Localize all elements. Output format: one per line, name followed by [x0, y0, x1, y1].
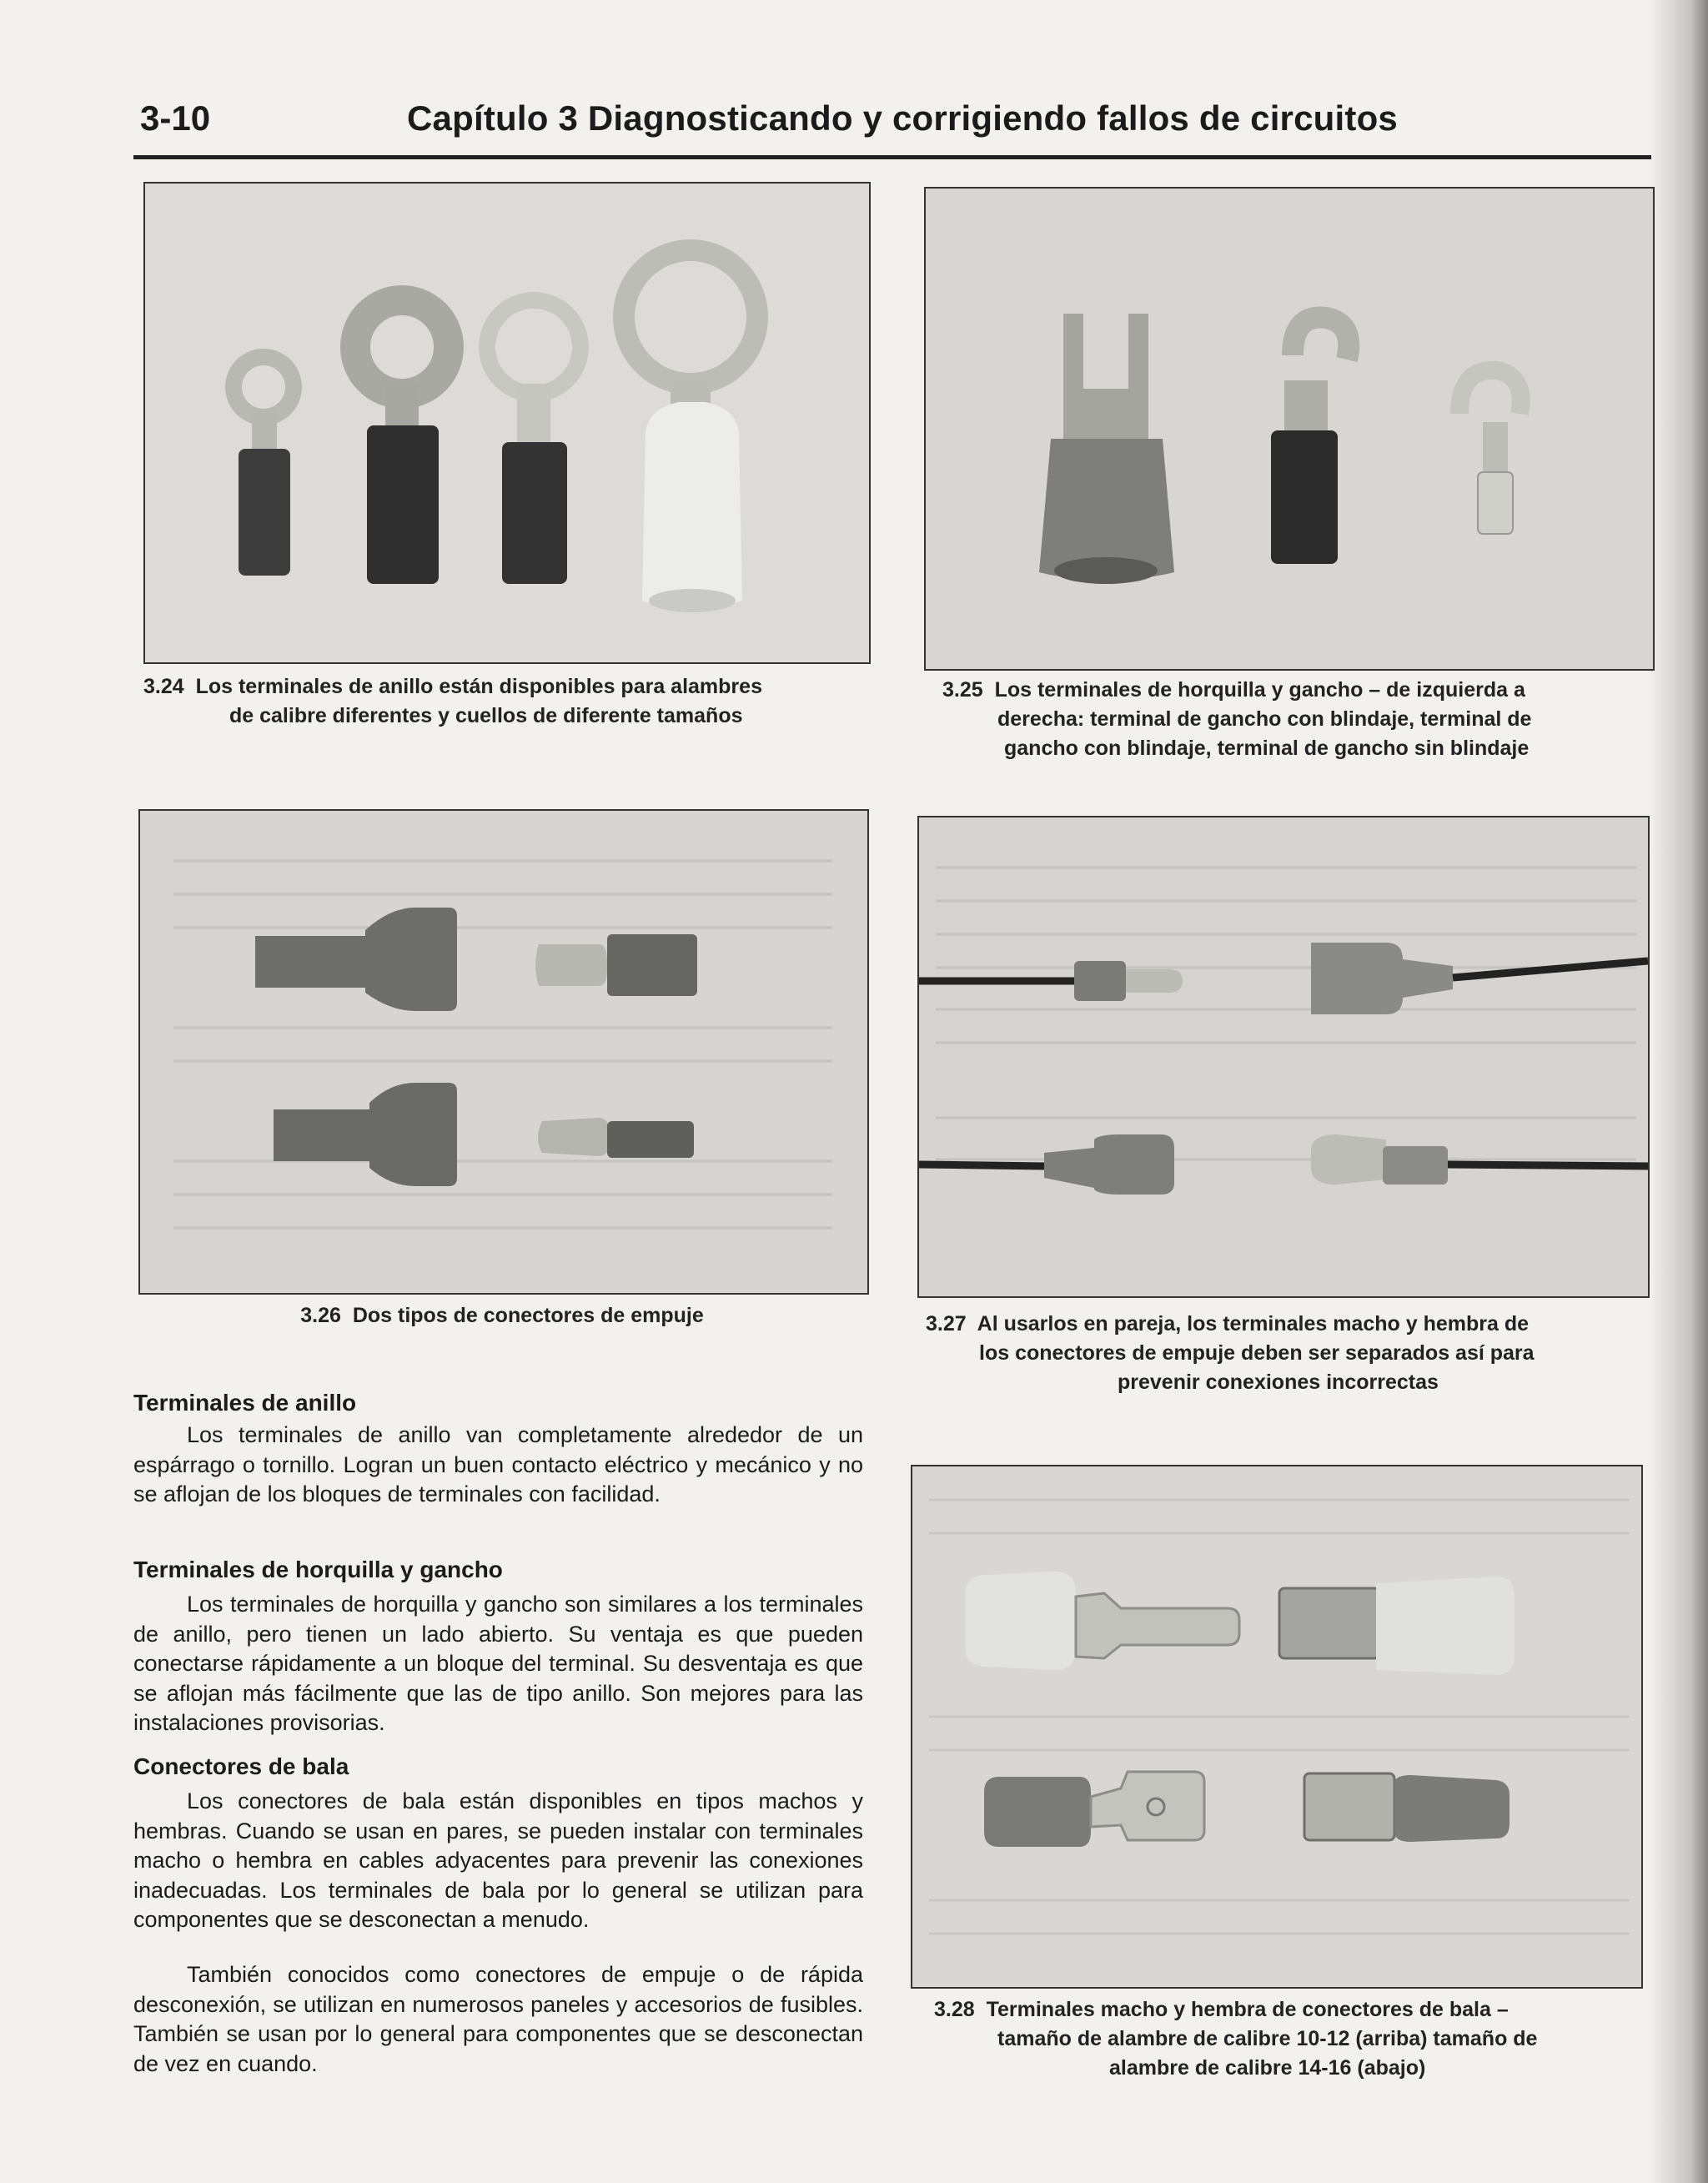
figure-3-25-photo: [924, 187, 1655, 671]
body-paragraph: También conocidos como conectores de empuje o de rápida desconexión, se utilizan en numerosos paneles y accesorios de fusibles. También se usan por lo general para componentes que se desconectan de vez en cuando.: [133, 1962, 863, 2076]
push-connectors-photo: [140, 811, 867, 1293]
figure-number: 3.25: [942, 678, 983, 702]
figure-3-28-photo: [911, 1465, 1643, 1989]
caption-line: los conectores de empuje deben ser separados así para: [979, 1341, 1535, 1365]
figure-3-26-caption: [138, 1301, 866, 1330]
body-paragraph: Los terminales de horquilla y gancho son similares a los terminales de anillo, pero tienen un lado abierto. Su ventaja es que pueden conectarse rápidamente a un bloque del terminal. Su desventaja es que se aflojan más fácilmente que las de tipo anillo. Son mejores para las instalaciones provisorias.: [133, 1592, 863, 1735]
figure-number: 3.27: [926, 1312, 967, 1335]
paired-connectors-photo: [919, 817, 1648, 1296]
figure-3-28-caption: [934, 1995, 1660, 2083]
caption-line: Los terminales de anillo están disponibles para alambres: [195, 675, 762, 698]
caption-line: alambre de calibre 14-16 (abajo): [1109, 2056, 1426, 2080]
caption-line: prevenir conexiones incorrectas: [1118, 1371, 1439, 1394]
figure-3-26-photo: [138, 809, 869, 1295]
section-heading: Terminales de horquilla y gancho: [133, 1557, 503, 1582]
body-paragraph: Los terminales de anillo van completamente alrededor de un espárrago o tornillo. Logran un buen contacto eléctrico y mecánico y no se aflojan de los bloques de terminales con facilidad.: [133, 1422, 863, 1506]
figure-3-24-photo: [143, 182, 871, 664]
page-edge-shadow: [1650, 0, 1708, 2183]
figure-number: 3.28: [934, 1998, 975, 2021]
section-heading: Terminales de anillo: [133, 1390, 357, 1416]
page-number: 3-10: [140, 98, 211, 138]
header-rule: [133, 155, 1651, 159]
caption-line: Dos tipos de conectores de empuje: [352, 1304, 704, 1327]
caption-line: Los terminales de horquilla y gancho – de izquierda a: [994, 678, 1525, 702]
bullet-connectors-photo: [912, 1466, 1641, 1987]
section-heading: Conectores de bala: [133, 1753, 349, 1779]
caption-line: Al usarlos en pareja, los terminales macho y hembra de: [977, 1312, 1530, 1335]
figure-number: 3.26: [300, 1304, 341, 1327]
chapter-title: Capítulo 3 Diagnosticando y corrigiendo fallos de circuitos: [407, 98, 1398, 138]
caption-line: gancho con blindaje, terminal de gancho sin blindaje: [1004, 737, 1530, 760]
caption-line: tamaño de alambre de calibre 10-12 (arriba) tamaño de: [997, 2027, 1538, 2050]
figure-3-25-caption: [942, 676, 1660, 763]
spade-hook-terminals-photo: [926, 189, 1653, 669]
figure-3-27-photo: [917, 816, 1650, 1298]
figure-3-27-caption: [926, 1310, 1660, 1397]
caption-line: de calibre diferentes y cuellos de diferente tamaños: [229, 704, 743, 727]
body-paragraph: Los conectores de bala están disponibles en tipos machos y hembras. Cuando se usan en pares, se pueden instalar con terminales macho o hembra en cables adyacentes para prevenir las conexiones inadecuadas. Los terminales de bala por lo general se utilizan para componentes que se desconectan a menudo.: [133, 1788, 863, 1932]
figure-3-24-caption: [143, 672, 877, 731]
figure-number: 3.24: [143, 675, 184, 698]
caption-line: derecha: terminal de gancho con blindaje, terminal de: [997, 707, 1532, 731]
ring-terminals-photo: [145, 184, 869, 662]
caption-line: Terminales macho y hembra de conectores de bala –: [986, 1998, 1509, 2021]
